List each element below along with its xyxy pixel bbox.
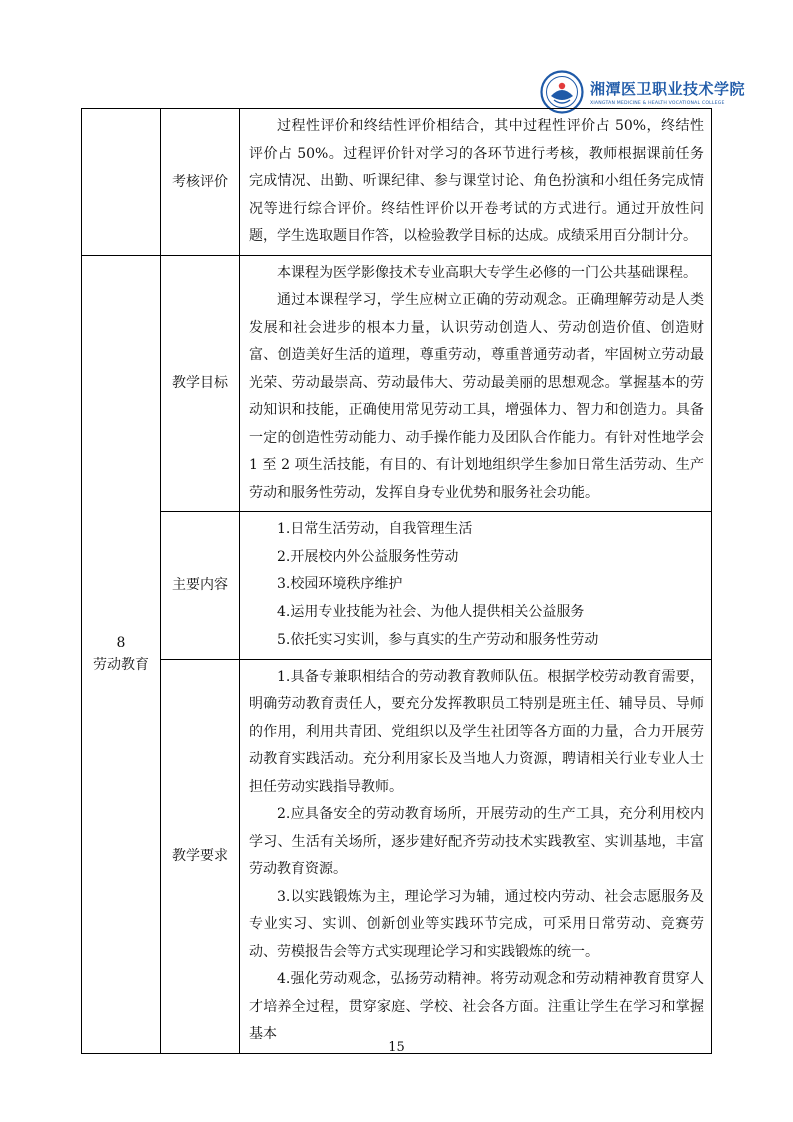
requirements-paragraph: 4.强化劳动观念，弘扬劳动精神。将劳动观念和劳动精神教育贯穿人才培养全过程，贯穿家庭、学校、社会各方面。注重让学生在学习和掌握基本: [249, 971, 704, 1043]
assessment-content: [240, 109, 712, 256]
assessment-label: 考核评价: [161, 109, 240, 256]
objectives-paragraph: 本课程为医学影像技术专业高职大专学生必修的一门公共基础课程。: [277, 264, 697, 281]
content-list: [240, 512, 712, 660]
table-row: [82, 512, 712, 660]
objectives-label: 教学目标: [161, 255, 240, 512]
requirements-paragraph: 3.以实践锻炼为主，理论学习为辅，通过校内劳动、社会志愿服务及专业实习、实训、创新创业等实践环节完成，可采用日常劳动、竞赛劳动、劳模报告会等方式实现理论学习和实践锻炼的统一。: [249, 888, 704, 960]
requirements-content: [240, 659, 712, 1053]
course-name: 劳动教育: [93, 657, 149, 673]
list-item: 4.运用专业技能为社会、为他人提供相关公益服务: [277, 604, 585, 621]
college-name: 湘潭医卫职业技术学院: [590, 80, 746, 98]
requirements-label: 教学要求: [161, 659, 240, 1053]
objectives-paragraph: 通过本课程学习，学生应树立正确的劳动观念。正确理解劳动是人类发展和社会进步的根本力量，认识劳动创造人、劳动创造价值、创造财富、创造美好生活的道理，尊重劳动，尊重普通劳动者，牢固树立劳动最光荣、劳动最崇高、劳动最伟大、劳动最美丽的思想观念。掌握基本的劳动知识和技能，正确使用常见劳动工具，增强体力、智力和创造力。具备一定的创造性劳动能力、动手操作能力及团队合作能力。有针对性地学会 1 至 2 项生活技能，有目的、有计划地组织学生参加日常生活劳动、生产劳动和服务性劳动，发挥自身专业优势和服务社会功能。: [249, 292, 704, 501]
requirements-paragraph: 2.应具备安全的劳动教育场所，开展劳动的生产工具，充分利用校内学习、生活有关场所，逐步建好配齐劳动技术实践教室、实训基地，丰富劳动教育资源。: [249, 806, 704, 878]
list-item: 5.依托实习实训，参与真实的生产劳动和服务性劳动: [277, 631, 599, 648]
table-row: [82, 659, 712, 1053]
requirements-paragraph: 1.具备专兼职相结合的劳动教育教师队伍。根据学校劳动教育需要，明确劳动教育责任人，要充分发挥教职员工特别是班主任、辅导员、导师的作用，利用共青团、党组织以及学生社团等各方面的力量，合力开展劳动教育实践活动。充分利用家长及当地人力资源，聘请相关行业专业人士担任劳动实践指导教师。: [249, 668, 704, 795]
page-number: 15: [388, 1040, 405, 1055]
list-item: 1.日常生活劳动，自我管理生活: [277, 521, 473, 537]
course-cell: [82, 255, 161, 1053]
table-row: [82, 109, 712, 256]
empty-course-cell: [82, 109, 161, 256]
college-name-en: XIANGTAN MEDICINE & HEALTH VOCATIONAL COLLEGE: [590, 101, 725, 106]
course-number: 8: [116, 635, 126, 651]
table-row: [82, 255, 712, 512]
course-table: [81, 108, 712, 1054]
objectives-content: [240, 255, 712, 512]
assessment-text: 过程性评价和终结性评价相结合，其中过程性评价占 50%，终结性评价占 50%。过程评价针对学习的各环节进行考核，教师根据课前任务完成情况、出勤、听课纪律、参与课堂讨论、角色扮演和小组任务完成情况等进行综合评价。终结性评价以开卷考试的方式进行。通过开放性问题，学生选取题目作答，以检验教学目标的达成。成绩采用百分制计分。: [249, 118, 704, 244]
list-item: 3.校园环境秩序维护: [277, 576, 403, 593]
content-label: 主要内容: [161, 512, 240, 660]
list-item: 2.开展校内外公益服务性劳动: [277, 548, 459, 565]
